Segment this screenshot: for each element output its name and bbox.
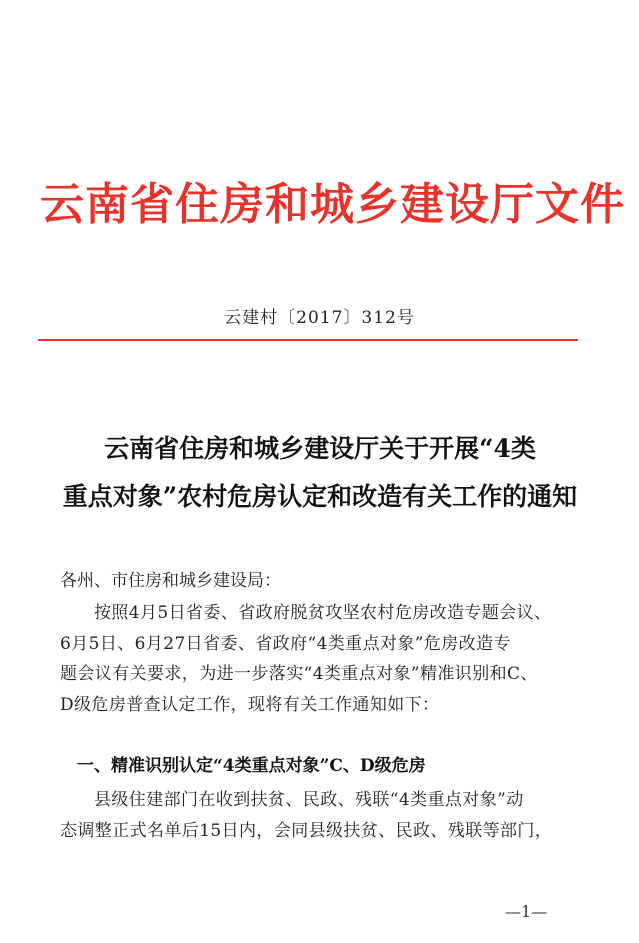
paragraph-line: 态调整正式名单后15日内，会同县级扶贫、民政、残联等部门， (60, 820, 553, 841)
notice-title-line-2: 重点对象”农村危房认定和改造有关工作的通知 (62, 482, 578, 511)
body-paragraph-1 (60, 598, 600, 720)
paragraph-line: 县级住建部门在收到扶贫、民政、残联“4类重点对象”动 (94, 790, 524, 810)
salutation: 各州、市住房和城乡建设局： (60, 571, 281, 591)
document-number: 云建村〔2017〕312号 (224, 308, 415, 328)
red-divider-line (38, 339, 578, 341)
paragraph-line: 按照4月5日省委、省政府脱贫攻坚农村危房改造专题会议、 (94, 603, 552, 623)
paragraph-line: D级危房普查认定工作，现将有关工作通知如下： (60, 694, 440, 715)
paragraph-line: 题会议有关要求，为进一步落实“4类重点对象”精准识别和C、 (60, 664, 538, 684)
paragraph-line: 6月5日、6月27日省委、省政府“4类重点对象”危房改造专 (60, 633, 511, 654)
section-heading-1: 一、精准识别认定“4类重点对象”C、D级危房 (77, 756, 426, 776)
notice-title (30, 425, 610, 521)
document-header-title: 云南省住房和城乡建设厅文件 (40, 179, 625, 230)
notice-title-line-1: 云南省住房和城乡建设厅关于开展“4类 (104, 434, 536, 463)
page-number: —1— (505, 902, 548, 921)
body-paragraph-2 (60, 785, 600, 846)
